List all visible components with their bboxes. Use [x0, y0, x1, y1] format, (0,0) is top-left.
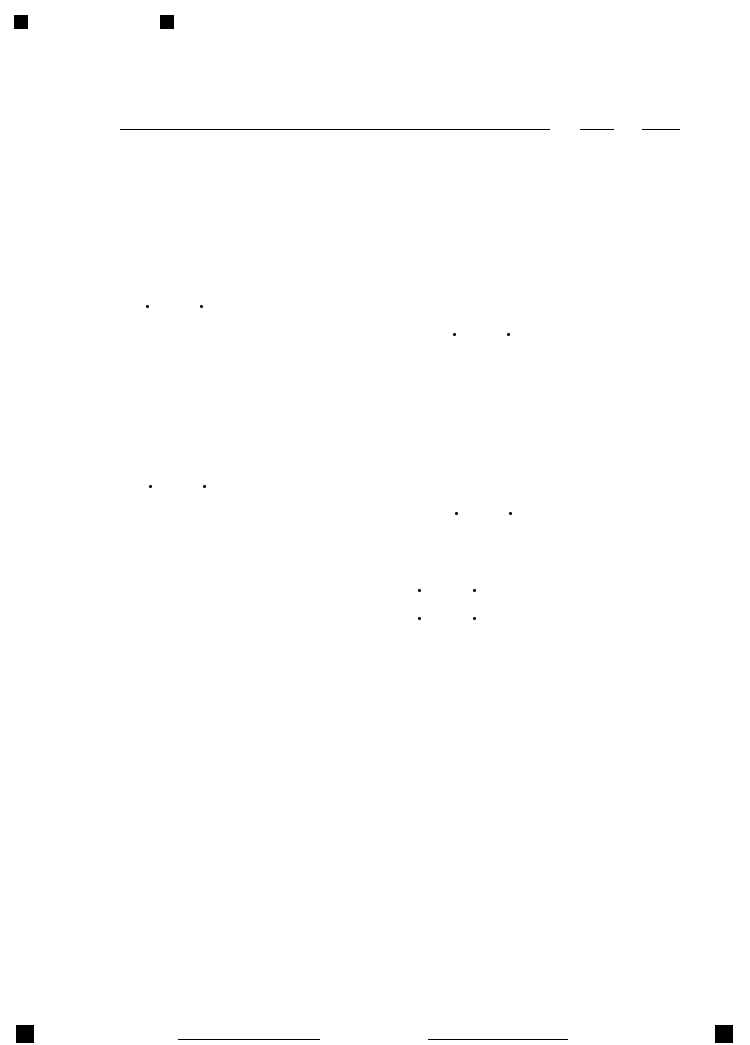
- date-separator: [149, 485, 152, 488]
- date-separator: [455, 512, 458, 515]
- signature-field[interactable]: [178, 1028, 320, 1040]
- date-separator: [146, 305, 149, 308]
- date-separator: [200, 305, 203, 308]
- corner-marker-top-left: [14, 15, 28, 29]
- date-separator: [453, 333, 456, 336]
- date-separator: [418, 589, 421, 592]
- corner-marker-bottom-right: [715, 1025, 733, 1043]
- corner-marker-bottom-left: [16, 1025, 34, 1043]
- date-separator: [509, 512, 512, 515]
- date-separator: [203, 485, 206, 488]
- date-separator: [473, 589, 476, 592]
- date-separator: [507, 333, 510, 336]
- initial-i-field[interactable]: [580, 110, 614, 130]
- date-separator: [473, 617, 476, 620]
- initial-o-field[interactable]: [642, 110, 680, 130]
- date-separator: [418, 617, 421, 620]
- corner-marker-top-mid: [160, 15, 174, 29]
- date-field[interactable]: [428, 1028, 568, 1040]
- surname-field[interactable]: [120, 108, 550, 130]
- barcode: [48, 12, 100, 54]
